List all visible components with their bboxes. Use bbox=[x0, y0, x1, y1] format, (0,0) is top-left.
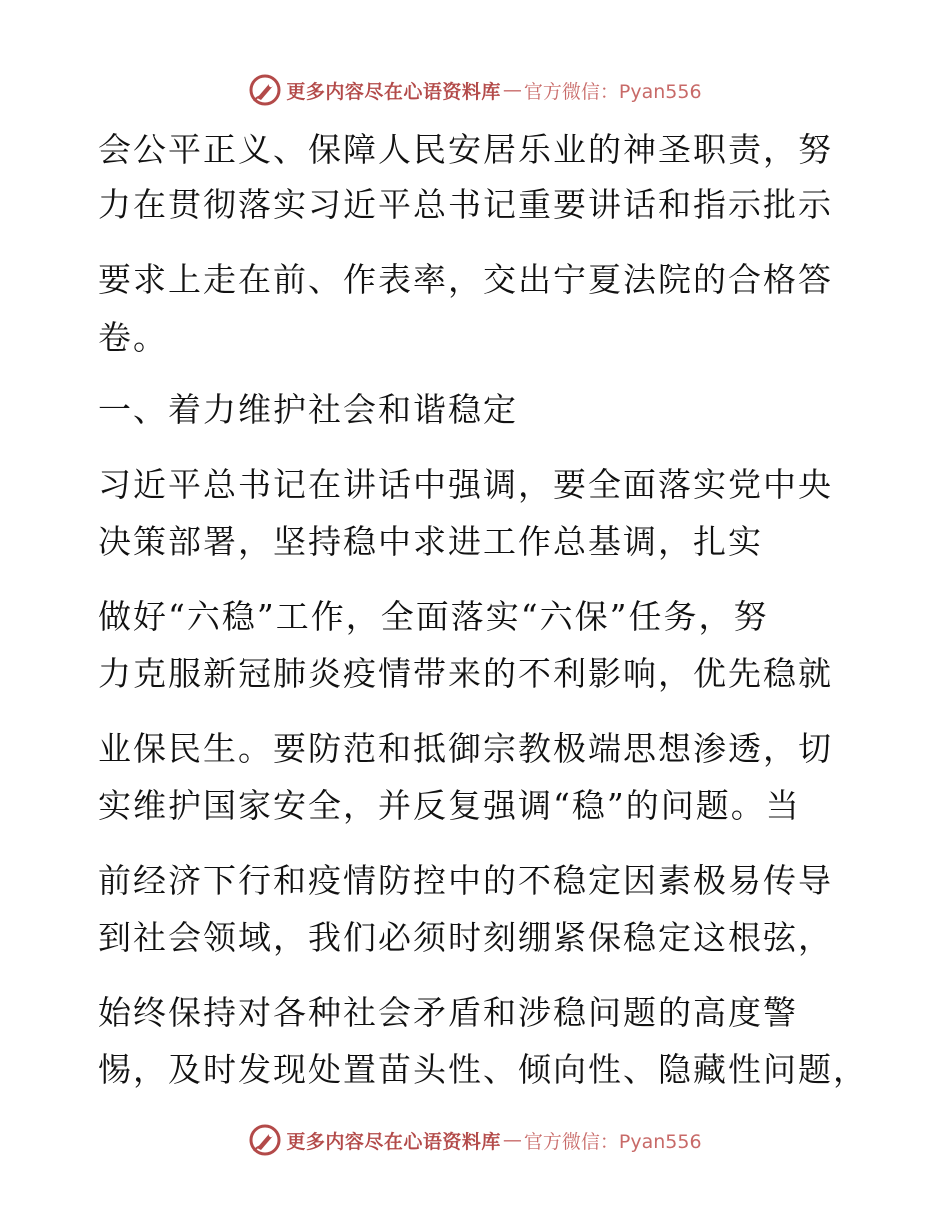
pen-nib-seal-icon bbox=[248, 1123, 282, 1157]
text-line: 要求上走在前、作表率，交出宁夏法院的合格答 bbox=[98, 260, 833, 299]
text-line: 做好“六稳”工作，全面落实“六保”任务，努 bbox=[98, 597, 769, 636]
section-heading: 一、着力维护社会和谐稳定 bbox=[98, 390, 518, 429]
text-line: 决策部署，坚持稳中求进工作总基调，扎实 bbox=[98, 522, 763, 561]
text-line: 前经济下行和疫情防控中的不稳定因素极易传导 bbox=[98, 861, 833, 900]
text-line: 卷。 bbox=[98, 318, 168, 357]
text-line: 力克服新冠肺炎疫情带来的不利影响，优先稳就 bbox=[98, 654, 833, 693]
header-watermark bbox=[0, 70, 950, 110]
pen-nib-seal-icon bbox=[248, 73, 282, 107]
text-line: 始终保持对各种社会矛盾和涉稳问题的高度警 bbox=[98, 993, 798, 1032]
text-line: 惕，及时发现处置苗头性、倾向性、隐藏性问题， bbox=[98, 1050, 868, 1089]
text-line: 业保民生。要防范和抵御宗教极端思想渗透，切 bbox=[98, 729, 833, 768]
watermark-dash: — bbox=[502, 1129, 522, 1151]
footer-watermark bbox=[0, 1120, 950, 1160]
watermark-wechat: 官方微信：Pyan556 bbox=[523, 80, 702, 103]
text-line: 习近平总书记在讲话中强调，要全面落实党中央 bbox=[98, 465, 833, 504]
watermark-dash: — bbox=[502, 79, 522, 101]
text-line: 到社会领域，我们必须时刻绷紧保稳定这根弦， bbox=[98, 918, 833, 957]
text-line: 会公平正义、保障人民安居乐业的神圣职责，努 bbox=[98, 130, 833, 169]
watermark-title: 更多内容尽在心语资料库 bbox=[286, 1130, 501, 1153]
text-line: 力在贯彻落实习近平总书记重要讲话和指示批示 bbox=[98, 185, 833, 224]
text-line: 实维护国家安全，并反复强调“稳”的问题。当 bbox=[98, 786, 801, 825]
watermark-title: 更多内容尽在心语资料库 bbox=[286, 80, 501, 103]
watermark-wechat: 官方微信：Pyan556 bbox=[523, 1130, 702, 1153]
